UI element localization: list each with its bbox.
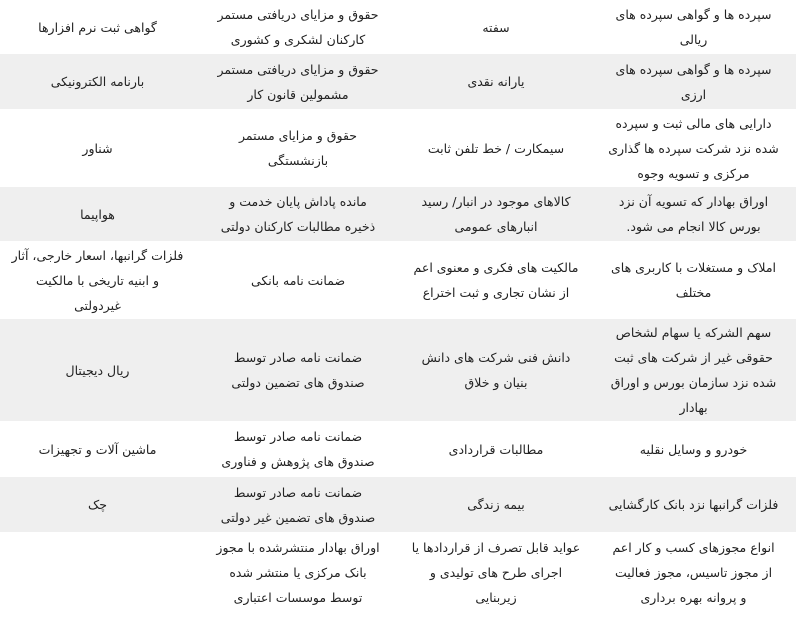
table-row <box>0 109 796 187</box>
table-row <box>0 187 796 241</box>
table-cell: ضمانت نامه صادر توسط صندوق های پژوهش و فناوری <box>221 429 375 469</box>
table-cell: سهم الشرکه یا سهام لشخاص حقوقی غیر از شرکت های ثبت شده نزد سازمان بورس و اوراق بهادار <box>591 319 796 421</box>
table-cell: شناور <box>82 140 113 156</box>
table-cell: ضمانت نامه صادر توسط صندوق های تضمین غیر دولتی <box>195 477 401 532</box>
table-row <box>0 54 796 109</box>
table-cell: سپرده ها و گواهی سپرده های ارزی <box>591 54 796 109</box>
table-cell: دانش فنی شرکت های دانش بنیان و خلاق <box>401 319 591 421</box>
table-cell: اوراق بهادار که تسویه آن نزد بورس کالا انجام می شود. <box>591 187 796 241</box>
table-cell: ضمانت نامه صادر توسط صندوق های تضمین دولتی <box>195 319 401 421</box>
table-cell: فلزات گرانبها، اسعار خارجی، آثار و ابنیه تاریخی با مالکیت غیردولتی <box>11 247 184 313</box>
table-cell: انواع مجوزهای کسب و کار اعم از مجوز تاسیس، مجوز فعالیت و پروانه بهره برداری <box>612 539 775 605</box>
table-cell: حقوق و مزایای دریافتی مستمر مشمولین قانون کار <box>195 54 401 109</box>
table-row <box>0 421 796 477</box>
table-row <box>0 0 796 54</box>
table-cell: اوراق بهادار منتشرشده با مجوز بانک مرکزی یا منتشر شده توسط موسسات اعتباری <box>216 539 380 605</box>
table-cell: حقوق و مزایای دریافتی مستمر کارکنان لشکری و کشوری <box>217 7 379 47</box>
table-cell <box>0 532 195 612</box>
table-cell: کالاهای موجود در انبار/ رسید انبارهای عمومی <box>401 187 591 241</box>
table-cell: مالکیت های فکری و معنوی اعم از نشان تجاری و ثبت اختراع <box>413 260 579 300</box>
table-row <box>0 241 796 319</box>
table-cell: سفته <box>482 19 510 35</box>
table-cell: سپرده ها و گواهی سپرده های ریالی <box>615 7 772 47</box>
table-cell: ماشین آلات و تجهیزات <box>38 441 157 457</box>
table-cell: ریال دیجیتال <box>0 319 195 421</box>
table-row <box>0 319 796 421</box>
table-row <box>0 532 796 612</box>
table-row <box>0 477 796 532</box>
table-cell: گواهی ثبت نرم افزارها <box>38 19 157 35</box>
table-cell: فلزات گرانبها نزد بانک کارگشایی <box>591 477 796 532</box>
table-cell: بارنامه الکترونیکی <box>0 54 195 109</box>
table-cell: املاک و مستغلات با کاربری های مختلف <box>610 260 777 300</box>
table-cell: عواید قابل تصرف از قراردادها یا اجرای طرح های تولیدی و زیربنایی <box>411 539 581 605</box>
table-cell: دارایی های مالی ثبت و سپرده شده نزد شرکت سپرده ها گذاری مرکزی و تسویه وجوه <box>608 115 779 181</box>
table-cell: مطالبات قراردادی <box>448 441 544 457</box>
table-cell: مانده پاداش پایان خدمت و ذخیره مطالبات کارکنان دولتی <box>195 187 401 241</box>
table-cell: یارانه نقدی <box>401 54 591 109</box>
table-cell: سیمکارت / خط تلفن ثابت <box>427 140 565 156</box>
table-cell: بیمه زندگی <box>401 477 591 532</box>
table-cell: چک <box>0 477 195 532</box>
table-cell: ضمانت نامه بانکی <box>250 272 346 288</box>
table-cell: خودرو و وسایل نقلیه <box>639 441 748 457</box>
table-cell: هواپیما <box>0 187 195 241</box>
table-cell: حقوق و مزایای مستمر بازنشستگی <box>238 128 358 168</box>
